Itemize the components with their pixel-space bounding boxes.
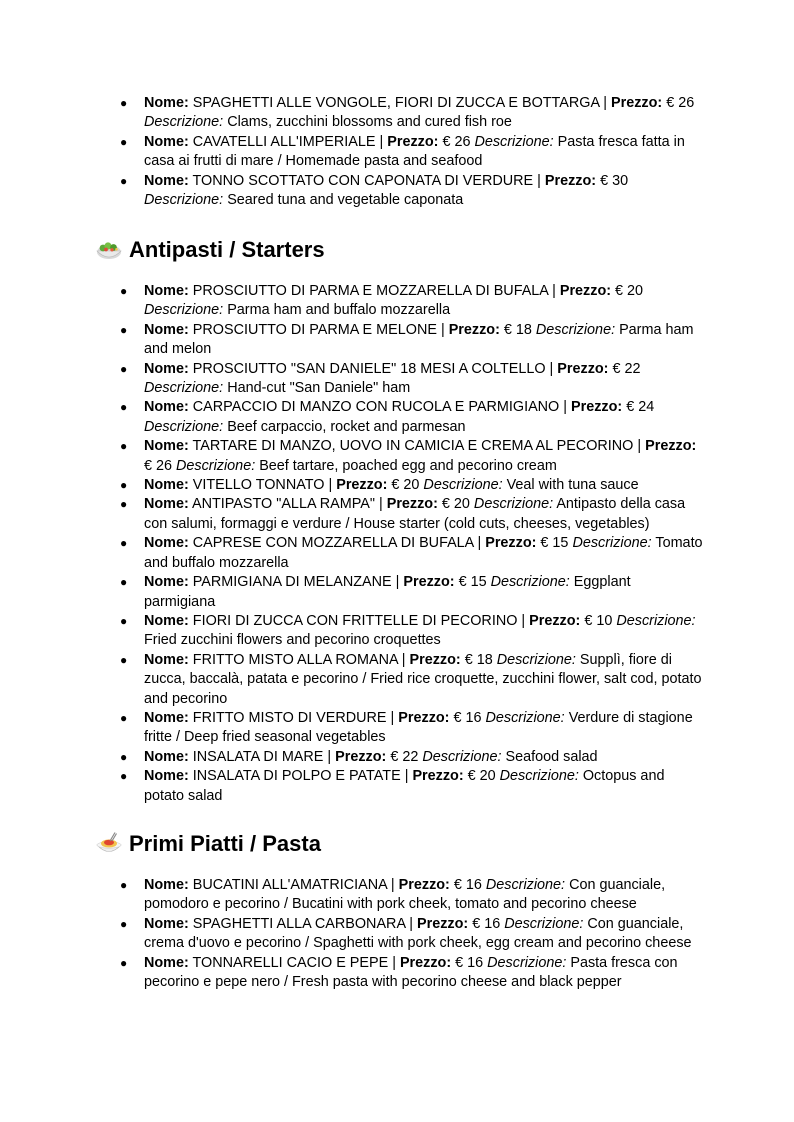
- dish-name: CARPACCIO DI MANZO CON RUCOLA E PARMIGIANO: [192, 399, 560, 416]
- price-label: Prezzo:: [557, 360, 609, 377]
- list-item: ● Nome: PROSCIUTTO "SAN DANIELE" 18 MESI A COLTELLO | Prezzo: € 22 Descrizione: Hand-cut "San Daniele" ham: [120, 360, 641, 397]
- price-label: Prezzo:: [645, 438, 697, 455]
- dish-description: Tomato and buffalo mozzarella: [144, 535, 703, 571]
- dish-description: Fried zucchini flowers and pecorino croquettes: [144, 632, 441, 649]
- section-heading-primi: [96, 830, 321, 858]
- section-title: Primi Piatti / Pasta: [129, 831, 321, 856]
- list-item: ● Nome: SPAGHETTI ALLE VONGOLE, FIORI DI ZUCCA E BOTTARGA | Prezzo: € 26 Descrizione: Clams, zucchini blossoms and cured fish roe: [120, 95, 695, 131]
- description-label: Descrizione:: [485, 709, 565, 726]
- name-label: Nome:: [144, 95, 189, 111]
- list-item: ● Nome: TONNARELLI CACIO E PEPE | Prezzo: € 16 Descrizione: Pasta fresca con pecorino e pepe nero / Fresh pasta with pecorino cheese and black pepper: [120, 954, 678, 991]
- price-label: Prezzo:: [386, 496, 438, 513]
- list-item: ● Nome: BUCATINI ALL'AMATRICIANA | Prezzo: € 16 Descrizione: Con guanciale, pomodoro e pecorino / Bucatini with pork cheek, tomato and pecorino cheese: [120, 877, 666, 913]
- list-item: ● Nome: PROSCIUTTO DI PARMA E MELONE | Prezzo: € 18 Descrizione: Parma ham and melon: [120, 321, 694, 358]
- dish-name: FRITTO MISTO ALLA ROMANA: [192, 651, 398, 668]
- description-label: Descrizione:: [474, 133, 554, 150]
- dish-price: € 24: [626, 399, 655, 416]
- bullet-icon: ●: [120, 955, 128, 970]
- price-label: Prezzo:: [529, 612, 581, 629]
- description-label: Descrizione:: [144, 302, 224, 319]
- description-label: Descrizione:: [499, 768, 579, 785]
- dish-description: Beef carpaccio, rocket and parmesan: [227, 418, 466, 435]
- dish-price: € 16: [453, 709, 482, 726]
- description-label: Descrizione:: [504, 915, 584, 932]
- dish-name: CAVATELLI ALL'IMPERIALE: [192, 133, 376, 150]
- name-label: Nome:: [144, 172, 189, 189]
- price-label: Prezzo:: [398, 709, 450, 726]
- dish-description: Pasta fresca con pecorino e pepe nero / Fresh pasta with pecorino cheese and black pepper: [144, 954, 678, 991]
- price-label: Prezzo:: [335, 748, 387, 765]
- list-item: ● Nome: INSALATA DI MARE | Prezzo: € 22 Descrizione: Seafood salad: [144, 748, 704, 767]
- dish-name: CAPRESE CON MOZZARELLA DI BUFALA: [192, 535, 474, 552]
- dish-name: PARMIGIANA DI MELANZANE: [192, 574, 392, 591]
- name-label: Nome:: [144, 651, 189, 668]
- dish-name: FRITTO MISTO DI VERDURE: [192, 709, 387, 726]
- bullet-icon: ●: [120, 439, 128, 454]
- dish-description: Seared tuna and vegetable caponata: [227, 192, 464, 209]
- name-label: Nome:: [144, 612, 189, 629]
- list-item: ● Nome: CARPACCIO DI MANZO CON RUCOLA E PARMIGIANO | Prezzo: € 24 Descrizione: Beef carpaccio, rocket and parmesan: [120, 399, 655, 435]
- name-label: Nome:: [144, 321, 189, 338]
- description-label: Descrizione:: [490, 574, 570, 591]
- dish-description: Veal with tuna sauce: [506, 477, 639, 494]
- bullet-icon: ●: [120, 497, 128, 512]
- name-label: Nome:: [144, 399, 189, 416]
- name-label: Nome:: [144, 438, 189, 455]
- description-label: Descrizione:: [535, 321, 616, 338]
- dish-price: € 22: [612, 360, 641, 377]
- dish-price: € 26: [144, 457, 173, 474]
- bullet-icon: ●: [120, 284, 128, 298]
- dish-name: PROSCIUTTO DI PARMA E MELONE: [192, 321, 437, 338]
- dish-name: ANTIPASTO "ALLA RAMPA": [192, 496, 375, 513]
- price-label: Prezzo:: [409, 651, 461, 668]
- dish-name: SPAGHETTI ALLE VONGOLE, FIORI DI ZUCCA E BOTTARGA: [192, 95, 600, 111]
- description-label: Descrizione:: [144, 418, 224, 435]
- dish-description: Eggplant parmigiana: [144, 574, 631, 610]
- dish-description: Clams, zucchini blossoms and cured fish roe: [227, 114, 512, 131]
- dish-list-seafood: [120, 94, 704, 210]
- bullet-icon: ●: [120, 96, 128, 110]
- name-label: Nome:: [144, 954, 189, 971]
- list-item: ● Nome: TONNO SCOTTATO CON CAPONATA DI VERDURE | Prezzo: € 30 Descrizione: Seared tuna and vegetable caponata: [120, 172, 629, 209]
- list-item: ● Nome: ANTIPASTO "ALLA RAMPA" | Prezzo: € 20 Descrizione: Antipasto della casa con salumi, formaggi e verdure / House starter (cold cuts, cheeses, vegetables): [120, 496, 686, 532]
- description-label: Descrizione:: [423, 477, 503, 494]
- dish-name: TONNARELLI CACIO E PEPE: [192, 954, 389, 971]
- name-label: Nome:: [144, 877, 189, 893]
- bullet-icon: ●: [120, 769, 128, 784]
- list-item: ● Nome: VITELLO TONNATO | Prezzo: € 20 Descrizione: Veal with tuna sauce: [144, 476, 704, 495]
- dish-price: € 15: [540, 535, 569, 552]
- dish-name: TARTARE DI MANZO, UOVO IN CAMICIA E CREMA AL PECORINO: [192, 438, 634, 455]
- price-label: Prezzo:: [485, 535, 537, 552]
- dish-description: Con guanciale, pomodoro e pecorino / Bucatini with pork cheek, tomato and pecorino cheese: [144, 877, 666, 913]
- description-label: Descrizione:: [176, 457, 256, 474]
- dish-description: Verdure di stagione fritte / Deep fried seasonal vegetables: [144, 709, 693, 746]
- description-label: Descrizione:: [572, 535, 652, 552]
- dish-price: € 16: [455, 954, 484, 971]
- name-label: Nome:: [144, 768, 189, 785]
- name-label: Nome:: [144, 709, 189, 726]
- price-label: Prezzo:: [448, 321, 500, 338]
- dish-name: INSALATA DI POLPO E PATATE: [192, 768, 401, 785]
- bullet-icon: ●: [120, 710, 128, 725]
- dish-description: Pasta fresca fatta in casa ai frutti di mare / Homemade pasta and seafood: [144, 133, 685, 170]
- dish-list-antipasti: [120, 282, 704, 806]
- dish-price: € 15: [458, 574, 487, 591]
- price-label: Prezzo:: [412, 768, 464, 785]
- bullet-icon: ●: [120, 173, 128, 188]
- dish-name: VITELLO TONNATO: [192, 477, 325, 494]
- dish-price: € 16: [472, 915, 501, 932]
- description-label: Descrizione:: [473, 496, 554, 513]
- name-label: Nome:: [144, 748, 189, 765]
- name-label: Nome:: [144, 360, 189, 377]
- dish-price: € 20: [467, 768, 496, 785]
- bullet-icon: ●: [120, 613, 128, 628]
- bullet-icon: ●: [120, 536, 128, 551]
- dish-name: TONNO SCOTTATO CON CAPONATA DI VERDURE: [192, 172, 534, 189]
- price-label: Prezzo:: [336, 477, 388, 494]
- name-label: Nome:: [144, 133, 189, 150]
- dish-name: BUCATINI ALL'AMATRICIANA: [192, 877, 387, 893]
- price-label: Prezzo:: [387, 133, 439, 150]
- bullet-icon: ●: [120, 361, 128, 376]
- list-item: ● Nome: INSALATA DI POLPO E PATATE | Prezzo: € 20 Descrizione: Octopus and potato salad: [120, 768, 665, 804]
- name-label: Nome:: [144, 477, 189, 494]
- section-heading-antipasti: [96, 236, 325, 264]
- dish-price: € 18: [503, 321, 532, 338]
- bullet-icon: ●: [120, 478, 128, 493]
- price-label: Prezzo:: [611, 95, 663, 111]
- dish-price: € 10: [584, 612, 613, 629]
- dish-description: Hand-cut "San Daniele" ham: [227, 380, 411, 397]
- dish-description: Supplì, fiore di zucca, baccalà, patata e pecorino / Fried rice croquette, zucchini flower, salt cod, potato and pecorino: [144, 651, 702, 707]
- list-item: ● Nome: CAPRESE CON MOZZARELLA DI BUFALA | Prezzo: € 15 Descrizione: Tomato and buffalo mozzarella: [120, 535, 703, 571]
- bullet-icon: ●: [120, 878, 128, 892]
- salad-emoji-icon: [96, 237, 122, 263]
- description-label: Descrizione:: [487, 954, 567, 971]
- dish-list-primi: [120, 876, 704, 992]
- dish-description: Parma ham and melon: [144, 321, 694, 358]
- description-label: Descrizione:: [144, 380, 224, 397]
- price-label: Prezzo:: [559, 283, 612, 299]
- bullet-icon: ●: [120, 400, 128, 415]
- list-item: ● Nome: PARMIGIANA DI MELANZANE | Prezzo: € 15 Descrizione: Eggplant parmigiana: [120, 574, 631, 610]
- price-label: Prezzo:: [571, 399, 623, 416]
- description-label: Descrizione:: [144, 114, 224, 131]
- price-label: Prezzo:: [417, 915, 469, 932]
- dish-description: Parma ham and buffalo mozzarella: [227, 302, 451, 319]
- list-item: ● Nome: FRITTO MISTO DI VERDURE | Prezzo: € 16 Descrizione: Verdure di stagione fritte / Deep fried seasonal vegetables: [120, 709, 693, 746]
- dish-price: € 16: [453, 877, 482, 893]
- price-label: Prezzo:: [403, 574, 455, 591]
- dish-price: € 30: [600, 172, 629, 189]
- bullet-icon: ●: [120, 652, 128, 667]
- dish-price: € 20: [441, 496, 470, 513]
- section-title: Antipasti / Starters: [129, 237, 325, 262]
- spaghetti-emoji-icon: [96, 831, 122, 857]
- name-label: Nome:: [144, 496, 189, 513]
- description-label: Descrizione:: [422, 748, 502, 765]
- name-label: Nome:: [144, 535, 189, 552]
- list-item: ● Nome: SPAGHETTI ALLA CARBONARA | Prezzo: € 16 Descrizione: Con guanciale, crema d'uovo e pecorino / Spaghetti with pork cheek, egg cream and pecorino cheese: [120, 915, 692, 952]
- dish-name: SPAGHETTI ALLA CARBONARA: [192, 915, 406, 932]
- list-item: ● Nome: TARTARE DI MANZO, UOVO IN CAMICIA E CREMA AL PECORINO | Prezzo: € 26 Descrizione: Beef tartare, poached egg and pecorino cream: [120, 438, 697, 474]
- dish-name: PROSCIUTTO DI PARMA E MOZZARELLA DI BUFALA: [192, 283, 549, 299]
- dish-name: PROSCIUTTO "SAN DANIELE" 18 MESI A COLTELLO: [192, 360, 546, 377]
- name-label: Nome:: [144, 574, 189, 591]
- list-item: ● Nome: FIORI DI ZUCCA CON FRITTELLE DI PECORINO | Prezzo: € 10 Descrizione: Fried zucchini flowers and pecorino croquettes: [120, 612, 696, 649]
- bullet-icon: ●: [120, 322, 128, 337]
- description-label: Descrizione:: [144, 192, 224, 209]
- bullet-icon: ●: [120, 749, 128, 764]
- dish-name: INSALATA DI MARE: [192, 748, 324, 765]
- dish-description: Beef tartare, poached egg and pecorino cream: [259, 457, 557, 474]
- dish-description: Antipasto della casa con salumi, formaggi e verdure / House starter (cold cuts, cheeses, vegetables): [144, 496, 686, 532]
- bullet-icon: ●: [120, 134, 128, 149]
- dish-price: € 20: [391, 477, 420, 494]
- dish-price: € 26: [666, 95, 695, 111]
- bullet-icon: ●: [120, 575, 128, 590]
- dish-name: FIORI DI ZUCCA CON FRITTELLE DI PECORINO: [192, 612, 518, 629]
- dish-price: € 22: [390, 748, 419, 765]
- list-item: ● Nome: CAVATELLI ALL'IMPERIALE | Prezzo: € 26 Descrizione: Pasta fresca fatta in casa ai frutti di mare / Homemade pasta and seafood: [120, 133, 685, 170]
- name-label: Nome:: [144, 283, 189, 299]
- dish-description: Con guanciale, crema d'uovo e pecorino / Spaghetti with pork cheek, egg cream and pecorino cheese: [144, 915, 692, 952]
- description-label: Descrizione:: [485, 877, 566, 893]
- bullet-icon: ●: [120, 916, 128, 931]
- description-label: Descrizione:: [616, 612, 696, 629]
- dish-price: € 26: [442, 133, 471, 150]
- price-label: Prezzo:: [399, 954, 452, 971]
- price-label: Prezzo:: [398, 877, 450, 893]
- name-label: Nome:: [144, 915, 189, 932]
- price-label: Prezzo:: [544, 172, 597, 189]
- dish-price: € 18: [464, 651, 493, 668]
- list-item: ● Nome: PROSCIUTTO DI PARMA E MOZZARELLA DI BUFALA | Prezzo: € 20 Descrizione: Parma ham and buffalo mozzarella: [120, 283, 644, 319]
- dish-description: Seafood salad: [505, 748, 598, 765]
- dish-description: Octopus and potato salad: [144, 768, 665, 804]
- dish-price: € 20: [615, 283, 644, 299]
- list-item: ● Nome: FRITTO MISTO ALLA ROMANA | Prezzo: € 18 Descrizione: Supplì, fiore di zucca, baccalà, patata e pecorino / Fried rice croquette, zucchini flower, salt cod, potato and pecorino: [120, 651, 702, 707]
- description-label: Descrizione:: [496, 651, 576, 668]
